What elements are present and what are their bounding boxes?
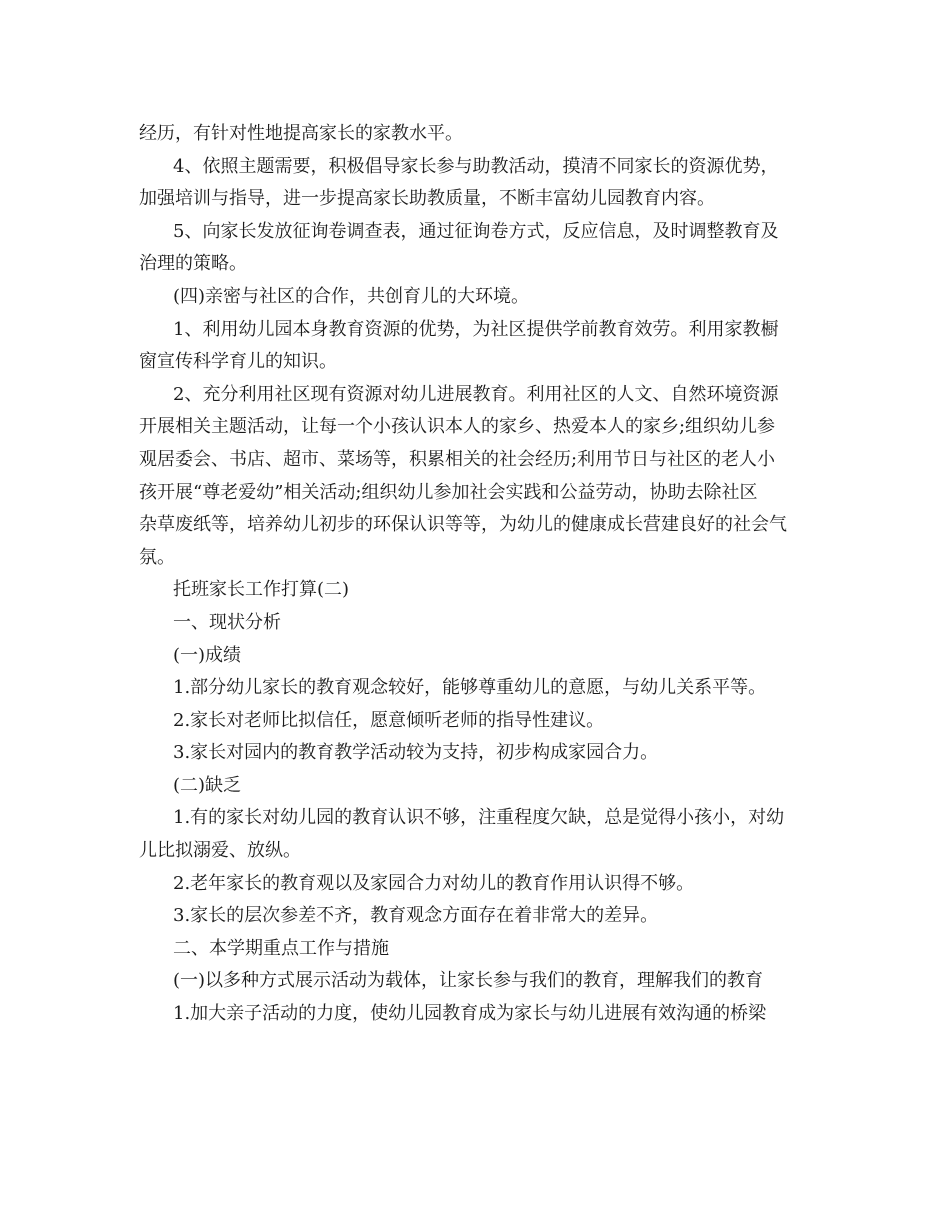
text-line: 1.部分幼儿家长的教育观念较好，能够尊重幼儿的意愿，与幼儿关系平等。	[173, 677, 767, 699]
text-line: 1.有的家长对幼儿园的教育认识不够，注重程度欠缺，总是觉得小孩小，对幼	[173, 807, 785, 829]
text-line: 孩开展“尊老爱幼”相关活动;组织幼儿参加社会实践和公益劳动，协助去除社区	[139, 481, 758, 503]
text-line: 3.家长对园内的教育教学活动较为支持，初步构成家园合力。	[173, 742, 659, 764]
text-line: 一、现状分析	[173, 611, 281, 633]
text-line: 经历，有针对性地提高家长的家教水平。	[139, 123, 463, 144]
text-line: 1.加大亲子活动的力度，使幼儿园教育成为家长与幼儿进展有效沟通的桥梁	[173, 1003, 767, 1025]
text-line: 2.老年家长的教育观以及家园合力对幼儿的教育作用认识得不够。	[173, 872, 695, 894]
text-line: 4、依照主题需要，积极倡导家长参与助教活动，摸清不同家长的资源优势，	[173, 155, 779, 177]
text-line: 氛。	[139, 546, 175, 568]
text-line: 2、充分利用社区现有资源对幼儿进展教育。利用社区的人文、自然环境资源	[173, 383, 779, 405]
text-line: (四)亲密与社区的合作，共创育儿的大环境。	[173, 285, 530, 307]
text-line: 治理的策略。	[139, 253, 247, 275]
text-line: 儿比拟溺爱、放纵。	[139, 840, 301, 862]
text-line: (一)以多种方式展示活动为载体，让家长参与我们的教育，理解我们的教育	[173, 970, 764, 992]
text-line: 托班家长工作打算(二)	[173, 579, 350, 601]
text-line: (二)缺乏	[173, 774, 242, 796]
text-line: 1、利用幼儿园本身教育资源的优势，为社区提供学前教育效劳。利用家教橱	[173, 318, 779, 340]
text-line: 加强培训与指导，进一步提高家长助教质量，不断丰富幼儿园教育内容。	[139, 188, 715, 210]
text-line: 5、向家长发放征询卷调查表，通过征询卷方式，反应信息，及时调整教育及	[173, 220, 779, 242]
text-line: 二、本学期重点工作与措施	[173, 937, 389, 959]
text-line: 开展相关主题活动，让每一个小孩认识本人的家乡、热爱本人的家乡;组织幼儿参	[139, 416, 776, 438]
text-line: 观居委会、书店、超市、菜场等，积累相关的社会经历;利用节日与社区的老人小	[139, 448, 776, 470]
text-line: (一)成绩	[173, 644, 242, 666]
text-line: 杂草废纸等，培养幼儿初步的环保认识等等，为幼儿的健康成长营建良好的社会气	[139, 514, 787, 536]
text-line: 2.家长对老师比拟信任，愿意倾听老师的指导性建议。	[173, 709, 605, 731]
text-line: 窗宣传科学育儿的知识。	[139, 351, 337, 373]
document-body	[139, 118, 814, 1031]
text-line: 3.家长的层次参差不齐，教育观念方面存在着非常大的差异。	[173, 905, 659, 927]
